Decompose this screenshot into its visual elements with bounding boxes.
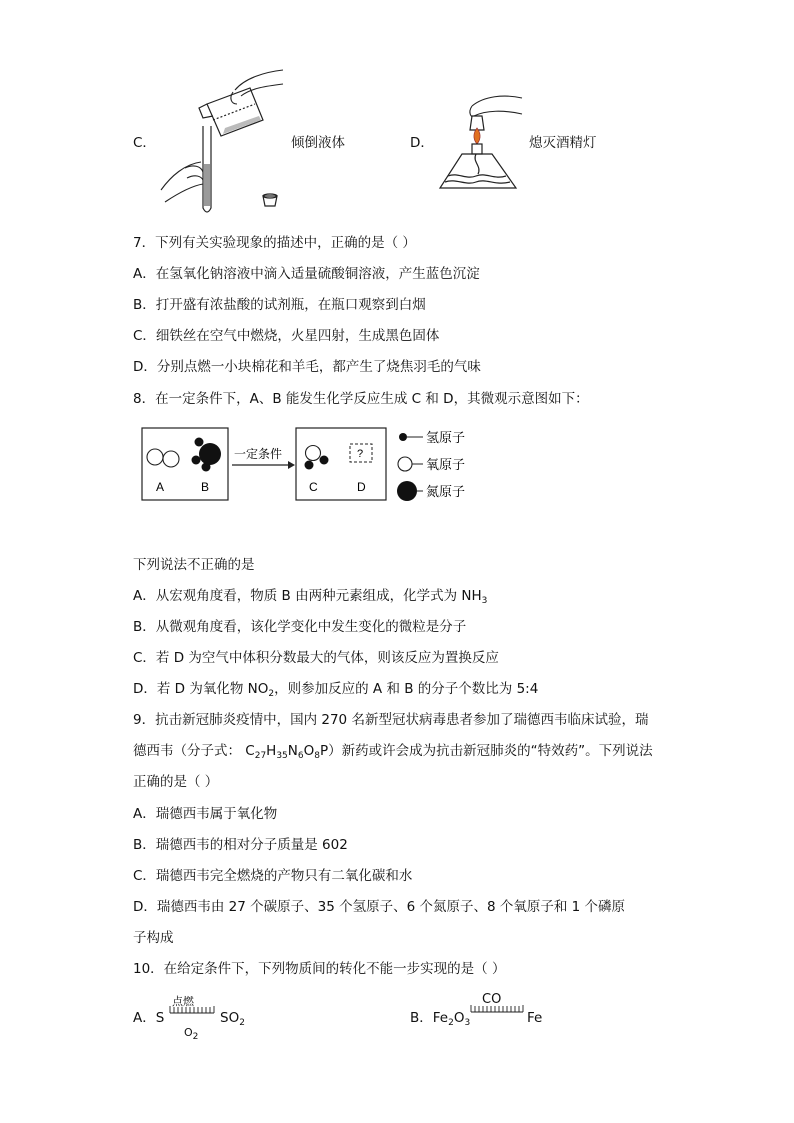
- q9-line-3: 正确的是（ ）: [133, 774, 219, 790]
- q7-stem: 7．下列有关实验现象的描述中，正确的是（ ）: [133, 235, 416, 251]
- q10-a-condition-above: 点燃: [172, 995, 194, 1008]
- q9-option-b: B．瑞德西韦的相对分子质量是 602: [133, 837, 348, 853]
- q10-a-arrow: [169, 1005, 219, 1015]
- q10-a-product: $SO_2$: [220, 1010, 245, 1028]
- legend-hydrogen: 氢原子: [426, 431, 466, 446]
- alcohol-lamp-figure: [432, 92, 524, 192]
- option-d-caption: 熄灭酒精灯: [529, 135, 597, 151]
- q8-stem: 8．在一定条件下，A、B 能发生化学反应生成 C 和 D，其微观示意图如下：: [133, 391, 589, 407]
- test-tube-icon: [203, 126, 211, 212]
- legend-hydrogen-icon: [399, 433, 407, 441]
- stopper-icon: [263, 194, 277, 206]
- q9-line-2: 德西韦（分子式： $C_{27}H_{35}N_6O_8P$）新药或许会成为抗击新冠肺炎的“特效药”。下列说法: [133, 743, 653, 761]
- alcohol-lamp-icon: [440, 144, 516, 188]
- oxygen-molecule-atom: [147, 449, 163, 465]
- q9-option-d-cont: 子构成: [133, 930, 174, 946]
- label-d: D: [357, 480, 366, 494]
- unknown-mark: ?: [357, 448, 364, 460]
- q10-b-condition-above: CO: [482, 992, 502, 1007]
- q9-option-c: C．瑞德西韦完全燃烧的产物只有二氧化碳和水: [133, 868, 413, 884]
- q10-stem: 10．在给定条件下，下列物质间的转化不能一步实现的是（ ）: [133, 961, 506, 977]
- q7-option-c: C．细铁丝在空气中燃烧，火星四射，生成黑色固体: [133, 328, 440, 344]
- oxygen-molecule-atom: [163, 451, 179, 467]
- hydrogen-atom: [305, 461, 314, 470]
- nitrogen-atom: [199, 443, 221, 465]
- q8-option-b: B．从微观角度看，该化学变化中发生变化的微粒是分子: [133, 619, 467, 635]
- q9-option-a: A．瑞德西韦属于氧化物: [133, 806, 278, 822]
- q10-a-condition-below: $O_2$: [184, 1026, 199, 1042]
- legend-nitrogen: 氮原子: [426, 485, 466, 500]
- legend-oxygen: 氧原子: [426, 458, 466, 473]
- q9-line-1: 9．抗击新冠肺炎疫情中，国内 270 名新型冠状病毒患者参加了瑞德西韦临床试验，瑞: [133, 712, 649, 728]
- label-b: B: [201, 480, 210, 494]
- hydrogen-atom: [192, 456, 201, 465]
- legend-nitrogen-icon: [397, 481, 417, 501]
- option-d-letter: D．: [410, 135, 434, 151]
- hand-icon: [470, 96, 522, 118]
- hydrogen-atom: [195, 438, 204, 447]
- q10-b-arrow: [470, 1004, 526, 1014]
- option-c-letter: C．: [133, 135, 156, 151]
- reaction-diagram: [138, 424, 478, 504]
- q10-b-product: Fe: [527, 1010, 543, 1026]
- q7-option-d: D．分别点燃一小块棉花和羊毛，都产生了烧焦羽毛的气味: [133, 359, 481, 375]
- q8-prompt: 下列说法不正确的是: [133, 557, 255, 573]
- oxygen-atom: [306, 446, 321, 461]
- pouring-liquid-figure: [155, 68, 285, 218]
- reaction-condition: 一定条件: [234, 447, 283, 461]
- hydrogen-atom: [320, 456, 329, 465]
- label-a: A: [156, 480, 165, 494]
- hand-icon: [231, 70, 283, 104]
- q9-option-d: D．瑞德西韦由 27 个碳原子、35 个氢原子、6 个氮原子、8 个氧原子和 1 个磷原: [133, 899, 626, 915]
- q10-a-reactant: A．S: [133, 1010, 165, 1026]
- q7-option-a: A．在氢氧化钠溶液中滴入适量硫酸铜溶液，产生蓝色沉淀: [133, 266, 480, 282]
- holding-hand-icon: [161, 162, 203, 202]
- option-c-caption: 倾倒液体: [291, 135, 345, 151]
- q10-b-reactant: B．$Fe_2O_3$: [410, 1010, 471, 1028]
- q8-option-a: A．从宏观角度看，物质 B 由两种元素组成，化学式为 $NH_3$: [133, 588, 488, 606]
- arrow-head-icon: [288, 461, 295, 469]
- q7-option-b: B．打开盛有浓盐酸的试剂瓶，在瓶口观察到白烟: [133, 297, 426, 313]
- q8-option-c: C．若 D 为空气中体积分数最大的气体，则该反应为置换反应: [133, 650, 499, 666]
- q8-option-d: D．若 D 为氧化物 $NO_2$，则参加反应的 A 和 B 的分子个数比为 5:4: [133, 681, 539, 699]
- legend-oxygen-icon: [398, 457, 412, 471]
- label-c: C: [309, 480, 318, 494]
